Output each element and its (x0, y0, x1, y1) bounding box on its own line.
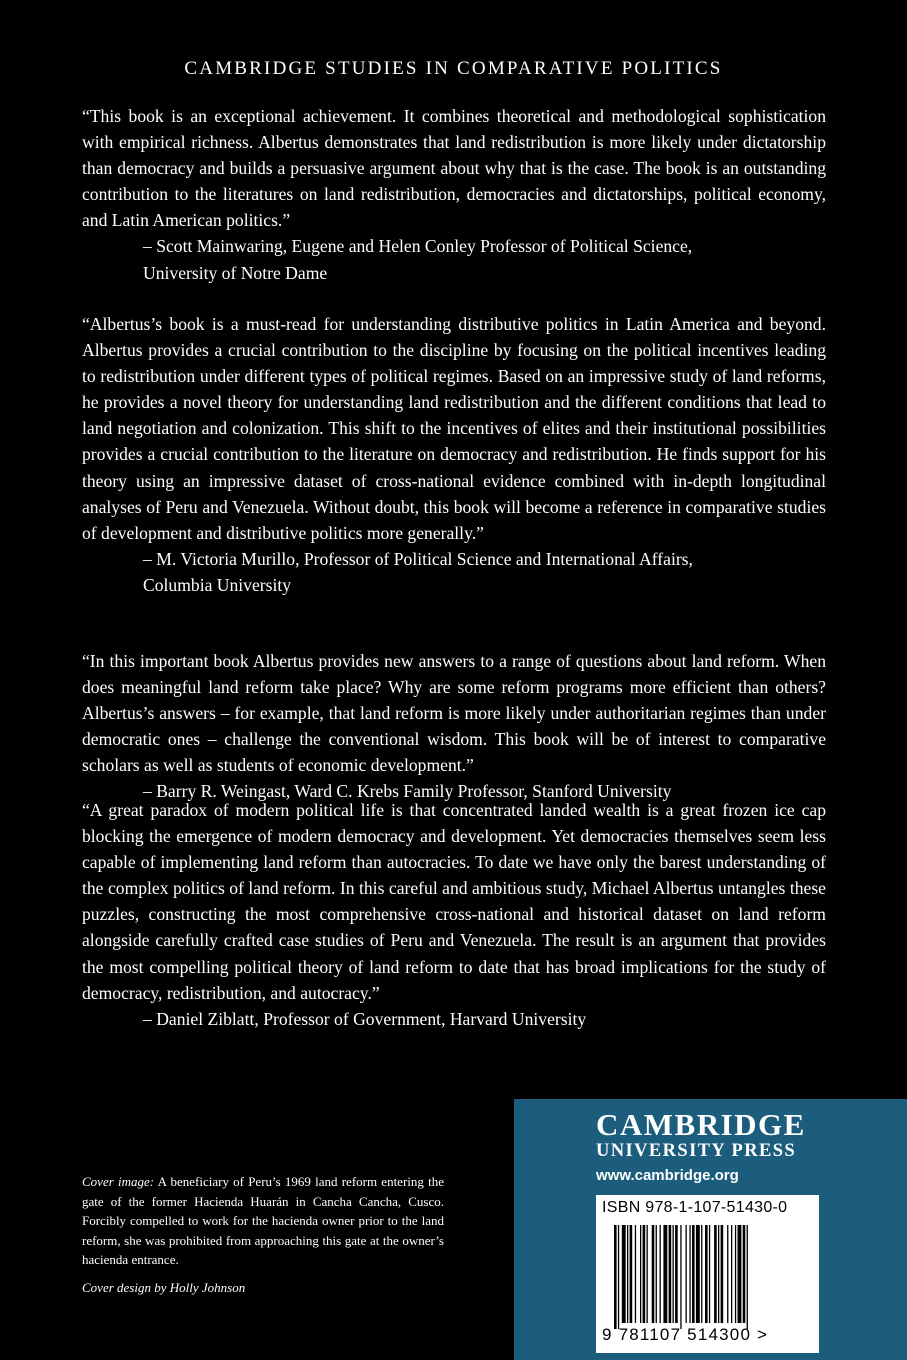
cover-image-label: Cover image: (82, 1174, 155, 1189)
barcode-bar (735, 1225, 736, 1323)
blurb-quote: “In this important book Albertus provides new answers to a range of questions about land reform. When does meaningful land reform take place? Why are some reform programs more efficient than others? Albertus’s answers – for example, that land reform is more likely under authoritarian regimes than under democratic ones – challenge the conventional wisdom. This book will be of interest to comparative scholars as well as students of economic development.” (82, 651, 826, 776)
cover-image-credit (82, 1172, 444, 1270)
barcode-bar (718, 1225, 719, 1323)
attribution-line-2: Columbia University (143, 574, 292, 595)
publisher-name: CAMBRIDGE (596, 1107, 806, 1142)
publisher-url: www.cambridge.org (596, 1167, 739, 1184)
barcode-bar (656, 1225, 657, 1323)
blurb-mainwaring (82, 103, 826, 286)
attribution-line: – Daniel Ziblatt, Professor of Government, Harvard University (143, 1008, 587, 1029)
barcode-bar (686, 1225, 687, 1323)
barcode-bar (709, 1225, 710, 1323)
barcode-bar (747, 1225, 748, 1329)
blurb-quote: “A great paradox of modern political life is that concentrated landed wealth is a great frozen ice cap blocking the emergence of modern democracy and development. Yet democracies themselves seem less capable of implementing land reform than autocracies. To date we have only the barest understanding of the complex politics of land reform. In this careful and ambitious study, Michael Albertus untangles these puzzles, constructing the most comprehensive cross-national and historical dataset on land reform alongside carefully crafted case studies of Peru and Venezuela. The result is an argument that provides the most compelling political theory of land reform to date that has broad implications for the study of democracy, redistribution, and autocracy.” (82, 800, 826, 1003)
blurb-attribution (82, 233, 826, 285)
barcode-bar (714, 1225, 717, 1323)
blurb-weingast (82, 648, 826, 805)
cover-image-text: A beneficiary of Peru’s 1969 land reform entering the gate of the former Hacienda Huarán in Cancha Cancha, Cusco. Forcibly compelled to work for the hacienda owner prior to the land reform, she was prohibited from approaching this gate at the owner’s hacienda entrance. (82, 1174, 444, 1267)
barcode-bar (731, 1225, 732, 1323)
barcode-bar (635, 1225, 636, 1323)
blurb-attribution (82, 546, 826, 598)
barcode-bar (673, 1225, 674, 1323)
barcode-bar (705, 1225, 708, 1323)
barcode-bar (680, 1225, 681, 1329)
barcode-box (596, 1195, 819, 1353)
barcode-bar (689, 1225, 690, 1323)
blurb-ziblatt (82, 797, 826, 1032)
barcode-bar (618, 1225, 619, 1329)
attribution-line: – Barry R. Weingast, Ward C. Krebs Family Professor, Stanford University (143, 781, 672, 802)
blurb-murillo (82, 311, 826, 598)
barcode-bar (696, 1225, 700, 1323)
barcode-bar (675, 1225, 678, 1323)
barcode-bar (721, 1225, 724, 1323)
cover-design-credit: Cover design by Holly Johnson (82, 1280, 246, 1295)
barcode-digits: 9 781107 514300 > (602, 1325, 769, 1344)
barcode-bar (622, 1225, 626, 1323)
barcode-bar (692, 1225, 695, 1323)
attribution-line-2: University of Notre Dame (143, 262, 328, 283)
publisher-press: UNIVERSITY PRESS (596, 1141, 797, 1161)
barcode-bar (727, 1225, 728, 1323)
barcode-bar (627, 1225, 628, 1323)
barcode-bar (643, 1225, 646, 1323)
barcode-bar (652, 1225, 655, 1323)
barcode-bar (614, 1225, 617, 1329)
series-title: CAMBRIDGE STUDIES IN COMPARATIVE POLITICS (184, 58, 723, 79)
barcode-bar (640, 1225, 641, 1323)
barcode-bar (743, 1225, 746, 1323)
barcode-bar (630, 1225, 633, 1323)
barcode-bar (660, 1225, 661, 1323)
barcode-bar (663, 1225, 667, 1323)
barcode-bar (701, 1225, 702, 1323)
isbn-label: ISBN 978-1-107-51430-0 (602, 1199, 788, 1216)
blurb-attribution (82, 1006, 826, 1032)
barcode-bar (669, 1225, 672, 1323)
barcode-bar (647, 1225, 648, 1323)
barcode-bar (738, 1225, 742, 1323)
attribution-line: – Scott Mainwaring, Eugene and Helen Conley Professor of Political Science, (143, 236, 693, 257)
blurb-quote: “Albertus’s book is a must-read for understanding distributive politics in Latin America and beyond. Albertus provides a crucial contribution to the discipline by focusing on the political incentives leading to redistribution under different types of political regimes. Based on an impressive study of land reforms, he provides a novel theory for understanding land redistribution and the different conditions that lead to land negotiation and colonization. This shift to the incentives of elites and their institutional possibilities provides a crucial contribution to the literature on democracy and redistribution. He finds support for his theory using an impressive dataset of cross-national evidence combined with in-depth longitudinal analyses of Peru and Venezuela. Without doubt, this book will become a reference in comparative studies of development and distributive politics more generally.” (82, 314, 826, 543)
publisher-panel (514, 1099, 907, 1360)
blurb-quote: “This book is an exceptional achievement. It combines theoretical and methodological sophistication with empirical richness. Albertus demonstrates that land redistribution is more likely under dictatorship than democracy and builds a persuasive argument about why that is the case. The book is an outstanding contribution to the literatures on land redistribution, democracies and dictatorships, political economy, and Latin American politics.” (82, 106, 826, 231)
attribution-line: – M. Victoria Murillo, Professor of Political Science and International Affairs, (143, 548, 693, 569)
